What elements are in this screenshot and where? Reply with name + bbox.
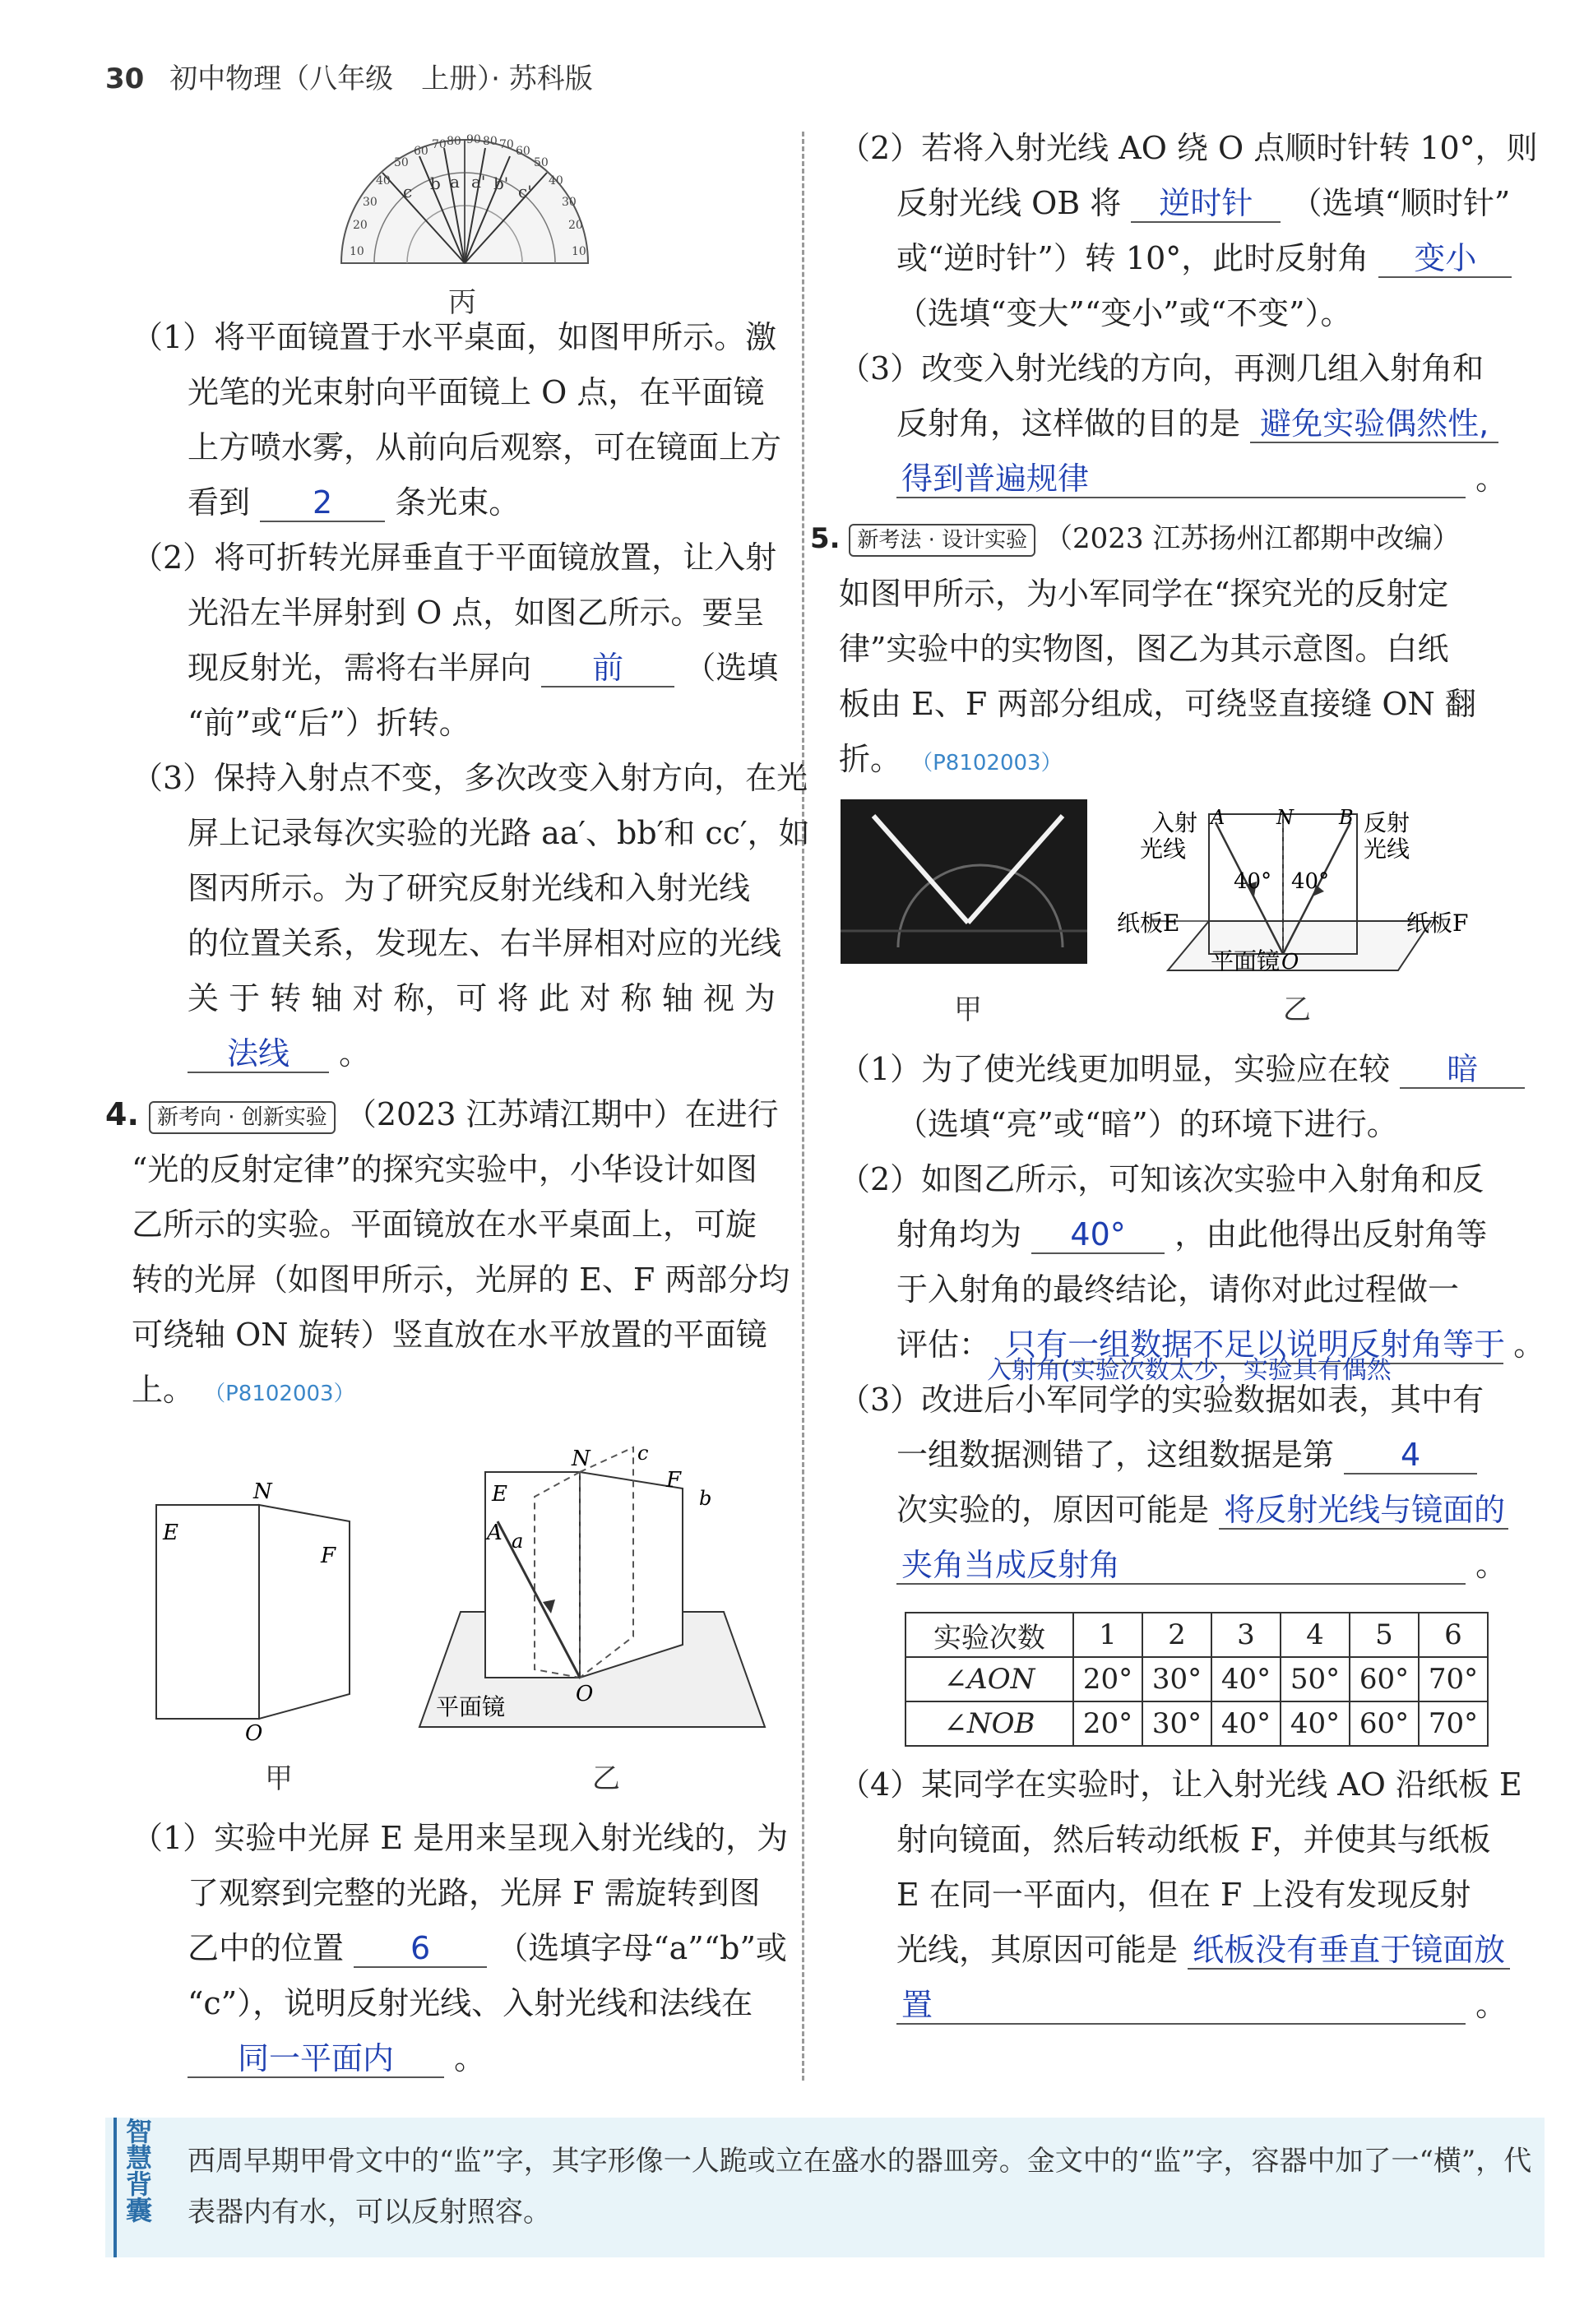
q5-yi-label-reflect-2: 光线 (1364, 836, 1410, 863)
q4-2-answer2: 变小 (1378, 240, 1512, 278)
deg-left-60: 60 (414, 145, 428, 158)
protractor-arc (341, 140, 588, 263)
q3-3-line6 (188, 1033, 370, 1074)
q4-tag: 新考向 · 创新实验 (149, 1101, 336, 1134)
q4-1-answer2: 同一平面内 (188, 2040, 444, 2078)
q3-3-line2: 屏上记录每次实验的光路 aa′、bb′和 cc′，如 (188, 815, 810, 851)
q3-2-line3-text: 现反射光，需将右半屏向 (188, 650, 532, 686)
q5-3-line4 (896, 1544, 1507, 1586)
q5-1-line1 (839, 1049, 1525, 1090)
q3-2-answer: 前 (541, 650, 674, 687)
q4-line1 (105, 1094, 779, 1135)
table-cell: 6 (1419, 1613, 1488, 1657)
q5-photo-jia (841, 799, 1087, 964)
q5-3-line2 (896, 1434, 1477, 1475)
deg-right-70: 70 (499, 138, 514, 151)
q5-yi-label-incident-2: 光线 (1140, 836, 1187, 863)
q3-1-answer: 2 (260, 484, 385, 522)
q5-3-answer: 4 (1344, 1437, 1477, 1474)
q5-1-line1-text: （1）为了使光线更加明显，实验应在较 (839, 1051, 1391, 1087)
q3-2-line4: “前”或“后”）折转。 (188, 705, 470, 741)
ray-label-a: a (450, 172, 460, 192)
q3-1-line3: 上方喷水雾，从前向后观察，可在镜面上方 (188, 429, 782, 465)
table-cell: 30° (1142, 1701, 1211, 1746)
q4-jia-label-E: E (163, 1521, 178, 1545)
table-cell: 40° (1211, 1657, 1281, 1701)
q5-number: 5. (810, 522, 841, 555)
q4-1-line1: （1）实验中光屏 E 是用来呈现入射光线的，为 (132, 1820, 789, 1856)
q4-yi-label-c: c (637, 1442, 649, 1465)
deg-right-20: 20 (568, 219, 583, 232)
table-cell: 1 (1073, 1613, 1142, 1657)
q4-1-line4: “c”），说明反射光线、入射光线和法线在 (188, 1985, 753, 2021)
q4-3-line3 (896, 458, 1507, 499)
q5-last: 折。 (839, 741, 902, 777)
ray-label-c: c (403, 182, 413, 201)
q5-4-answer: 纸板没有垂直于镜面放 (1188, 1932, 1510, 1970)
q5-4-line5 (896, 1984, 1507, 2025)
q4-3-answer: 避免实验偶然性, (1250, 405, 1498, 443)
q4-3-line2-text: 反射角，这样做的目的是 (896, 405, 1241, 442)
q5-3-line2-text: 一组数据测错了，这组数据是第 (896, 1437, 1335, 1473)
q5-2-answer: 40° (1031, 1216, 1165, 1254)
q4-2-line2-text: 反射光线 OB 将 (896, 185, 1122, 221)
deg-left-40: 40 (376, 174, 391, 187)
q3-1-line4-text: 看到 (188, 484, 251, 521)
q5-4-answer2: 置 (896, 1987, 1466, 2025)
q5-4-tail: 。 (1475, 1987, 1508, 2023)
q4-line4: 转的光屏（如图甲所示，光屏的 E、F 两部分均 (132, 1262, 790, 1298)
q5-4-line2: 射向镜面，然后转动纸板 F，并使其与纸板 (896, 1822, 1491, 1858)
table-cell: 40° (1211, 1701, 1281, 1746)
q4-yi-label-F: F (666, 1468, 682, 1493)
q5-yi-label-boardE: 纸板E (1117, 910, 1180, 937)
q4-1-tail2: 。 (454, 2040, 486, 2076)
q5-3-tail: 。 (1475, 1547, 1508, 1583)
q3-3-line4: 的位置关系，发现左、右半屏相对应的光线 (188, 925, 782, 961)
q4-source: （2023 江苏靖江期中）在进行 (345, 1096, 779, 1132)
deg-90: 90 (466, 133, 481, 146)
q3-3-line5: 关 于 转 轴 对 称，可 将 此 对 称 轴 视 为 (188, 980, 776, 1016)
table-cell: 40° (1281, 1701, 1350, 1746)
page-number: 30 (105, 62, 145, 95)
q4-last: 上。 (132, 1372, 195, 1408)
table-row (905, 1701, 1488, 1746)
table-cell: 3 (1211, 1613, 1281, 1657)
q5-3-line3 (896, 1489, 1508, 1530)
q5-tag: 新考法 · 设计实验 (849, 524, 1035, 557)
table-cell: 20° (1073, 1657, 1142, 1701)
table-row (905, 1657, 1488, 1701)
q4-yi-label-mirror: 平面镜 (436, 1693, 506, 1720)
q4-2-line1: （2）若将入射光线 AO 绕 O 点顺时针转 10°，则 (839, 130, 1538, 166)
q4-2-line3 (896, 238, 1512, 279)
q5-line4: 板由 E、F 两部分组成，可绕竖直接缝 ON 翻 (839, 686, 1476, 722)
q5-2-line2-text: 射角均为 (896, 1216, 1022, 1252)
q5-yi-label-N: N (1276, 806, 1294, 829)
deg-left-80: 80 (447, 135, 461, 148)
table-cell: ∠NOB (905, 1701, 1073, 1746)
q4-2-answer: 逆时针 (1131, 185, 1281, 223)
q5-1-answer: 暗 (1400, 1051, 1525, 1089)
q4-1-line3-text: 乙中的位置 (188, 1930, 345, 1966)
q5-caption-yi: 乙 (1283, 993, 1311, 1026)
q4-line2: “光的反射定律”的探究实验中，小华设计如图 (132, 1151, 757, 1187)
q4-line3: 乙所示的实验。平面镜放在水平桌面上，可旋 (132, 1206, 757, 1243)
ray-label-b-prime: b' (493, 174, 509, 193)
q5-line1 (810, 518, 1460, 559)
deg-right-40: 40 (549, 174, 563, 187)
q5-4-line4 (896, 1929, 1510, 1970)
q5-caption-jia: 甲 (954, 993, 982, 1026)
q5-3-answer2: 将反射光线与镜面的 (1219, 1492, 1508, 1530)
q3-3-tail: 。 (339, 1035, 371, 1072)
q5-line5 (839, 738, 1063, 784)
q5-3-answer3: 夹角当成反射角 (896, 1547, 1466, 1585)
q5-line2: 如图甲所示，为小军同学在“探究光的反射定 (839, 576, 1449, 612)
q3-2-line1: （2）将可折转光屏垂直于平面镜放置，让入射 (132, 539, 777, 576)
table-cell: 50° (1281, 1657, 1350, 1701)
table-row (905, 1613, 1488, 1657)
deg-left-30: 30 (363, 196, 377, 209)
deg-left-70: 70 (432, 138, 447, 151)
q3-2-line2: 光沿左半屏射到 O 点，如图乙所示。要呈 (188, 595, 765, 631)
q3-1-line1: （1）将平面镜置于水平桌面，如图甲所示。激 (132, 319, 777, 355)
ray-label-b: b (430, 174, 441, 193)
q5-2-answer2: 只有一组数据不足以说明反射角等于 (1000, 1326, 1503, 1364)
q5-yi-label-boardF: 纸板F (1406, 910, 1469, 937)
q4-3-line2 (896, 403, 1498, 444)
deg-right-10: 10 (572, 245, 586, 258)
q4-2-line4: （选填“变大”“变小”或“不变”）。 (896, 295, 1352, 331)
q5-yi-label-A: A (1211, 806, 1225, 829)
q4-2-line2 (896, 183, 1510, 224)
q3-1-tail: 条光束。 (395, 484, 521, 521)
q5-yi-angle-incident: 40° (1234, 869, 1272, 894)
q4-3-tail: 。 (1475, 461, 1508, 497)
table-cell: 4 (1281, 1613, 1350, 1657)
protractor-figure (325, 132, 604, 280)
ray-label-a-prime: a' (471, 172, 486, 192)
q5-diagram-yi (1119, 806, 1497, 987)
q5-4-line4-text: 光线，其原因可能是 (896, 1932, 1179, 1968)
q5-1-line2: （选填“亮”或“暗”）的环境下进行。 (896, 1106, 1398, 1142)
q4-caption-yi: 乙 (592, 1762, 620, 1795)
q3-3-line3: 图丙所示。为了研究反射光线和入射光线 (188, 870, 751, 906)
table-cell: ∠AON (905, 1657, 1073, 1701)
book-title: 初中物理（八年级 上册）· 苏科版 (169, 62, 593, 95)
ray-label-c-prime: c' (518, 182, 532, 201)
q5-yi-label-B: B (1339, 806, 1354, 829)
q5-4-line1: （4）某同学在实验时，让入射光线 AO 沿纸板 E (839, 1766, 1522, 1803)
q4-jia-label-F: F (321, 1544, 336, 1568)
q5-yi-label-mirror: 平面镜 (1211, 947, 1281, 975)
q5-2-line4-text: 评估： (896, 1326, 991, 1363)
q4-yi-label-A: A (487, 1521, 503, 1545)
q4-line6 (132, 1369, 355, 1414)
q4-jia-label-N: N (253, 1479, 272, 1504)
q5-3-line1: （3）改进后小军同学的实验数据如表，其中有 (839, 1382, 1484, 1418)
footer-text: 西周早期甲骨文中的“监”字，其字形像一人跪或立在盛水的器皿旁。金文中的“监”字，容器中加了一“横”，代表器内有水，可以反射照容。 (188, 2145, 1532, 2229)
q5-4-line3: E 在同一平面内，但在 F 上没有发现反射 (896, 1877, 1471, 1913)
q5-2-answer-overflow: 入射角(实验次数太少，实验具有偶然 (987, 1356, 1392, 1385)
q5-3-line3-text: 次实验的，原因可能是 (896, 1492, 1210, 1528)
q5-2-tail2: 。 (1513, 1326, 1545, 1363)
deg-right-30: 30 (562, 196, 577, 209)
table-cell: 5 (1350, 1613, 1419, 1657)
table-cell: 实验次数 (905, 1613, 1073, 1657)
q3-1-line4 (188, 482, 520, 523)
q4-figure-jia (148, 1479, 362, 1746)
q4-line5: 可绕轴 ON 旋转）竖直放在水平放置的平面镜 (132, 1317, 767, 1353)
deg-right-60: 60 (516, 145, 530, 158)
table-cell: 70° (1419, 1657, 1488, 1701)
figure-caption-bing: 丙 (448, 286, 476, 319)
table-cell: 70° (1419, 1701, 1488, 1746)
table-cell: 2 (1142, 1613, 1211, 1657)
q4-1-line5 (188, 2038, 485, 2079)
page-header (105, 56, 593, 96)
table-cell: 30° (1142, 1657, 1211, 1701)
table-cell: 60° (1350, 1701, 1419, 1746)
q4-yi-label-N: N (572, 1447, 591, 1471)
q4-jia-label-O: O (245, 1721, 263, 1746)
q3-1-line2: 光笔的光束射向平面镜上 O 点，在平面镜 (188, 374, 765, 410)
q4-number: 4. (105, 1096, 139, 1132)
q5-source: （2023 江苏扬州江都期中改编） (1044, 522, 1461, 555)
deg-right-50: 50 (534, 156, 549, 169)
table-cell: 60° (1350, 1657, 1419, 1701)
footer-tag: 智慧背囊 (113, 2118, 156, 2257)
q3-2-line3 (188, 647, 778, 688)
deg-left-10: 10 (350, 245, 364, 258)
q4-yi-label-a: a (512, 1530, 524, 1553)
q4-2-tail: （选填“顺时针” (1290, 185, 1511, 221)
q4-yi-label-E: E (492, 1482, 507, 1507)
deg-left-20: 20 (353, 219, 368, 232)
q5-line3: 律”实验中的实物图，图乙为其示意图。白纸 (839, 631, 1449, 667)
q4-figure-yi (411, 1431, 773, 1743)
q5-2-line1: （2）如图乙所示，可知该次实验中入射角和反 (839, 1161, 1484, 1197)
q4-1-tail: （选填字母“a”“b”或 (497, 1930, 787, 1966)
q4-ref: （P8102003） (204, 1382, 355, 1406)
q5-ref: （P8102003） (911, 751, 1063, 775)
q5-yi-label-incident-1: 入射 (1151, 809, 1198, 836)
deg-left-50: 50 (394, 156, 409, 169)
q4-1-line2: 了观察到完整的光路，光屏 F 需旋转到图 (188, 1875, 761, 1911)
q5-2-tail: ，由此他得出反射角等 (1174, 1216, 1488, 1252)
q4-caption-jia: 甲 (265, 1762, 293, 1795)
q4-1-answer: 6 (354, 1930, 487, 1968)
q5-yi-angle-reflect: 40° (1291, 869, 1330, 894)
q3-3-line1: （3）保持入射点不变，多次改变入射方向，在光 (132, 760, 808, 796)
q5-yi-label-O: O (1281, 950, 1299, 975)
table-cell: 20° (1073, 1701, 1142, 1746)
q4-3-answer2: 得到普遍规律 (896, 461, 1466, 498)
q4-3-line1: （3）改变入射光线的方向，再测几组入射角和 (839, 350, 1484, 387)
q5-2-line2 (896, 1214, 1487, 1255)
q4-1-line3 (188, 1928, 787, 1969)
q5-yi-label-reflect-1: 反射 (1364, 809, 1410, 836)
experiment-data-table (905, 1612, 1489, 1747)
deg-right-80: 80 (483, 135, 498, 148)
q3-3-answer: 法线 (188, 1035, 329, 1073)
q4-2-line3-text: 或“逆时针”）转 10°，此时反射角 (896, 240, 1369, 276)
q3-2-tail: （选填 (684, 650, 779, 686)
q4-yi-label-O: O (576, 1682, 594, 1706)
q4-yi-label-b: b (699, 1487, 712, 1510)
column-divider (802, 132, 804, 2081)
wisdom-footer (105, 2118, 1545, 2257)
q5-2-line3: 于入射角的最终结论，请你对此过程做一 (896, 1271, 1460, 1308)
